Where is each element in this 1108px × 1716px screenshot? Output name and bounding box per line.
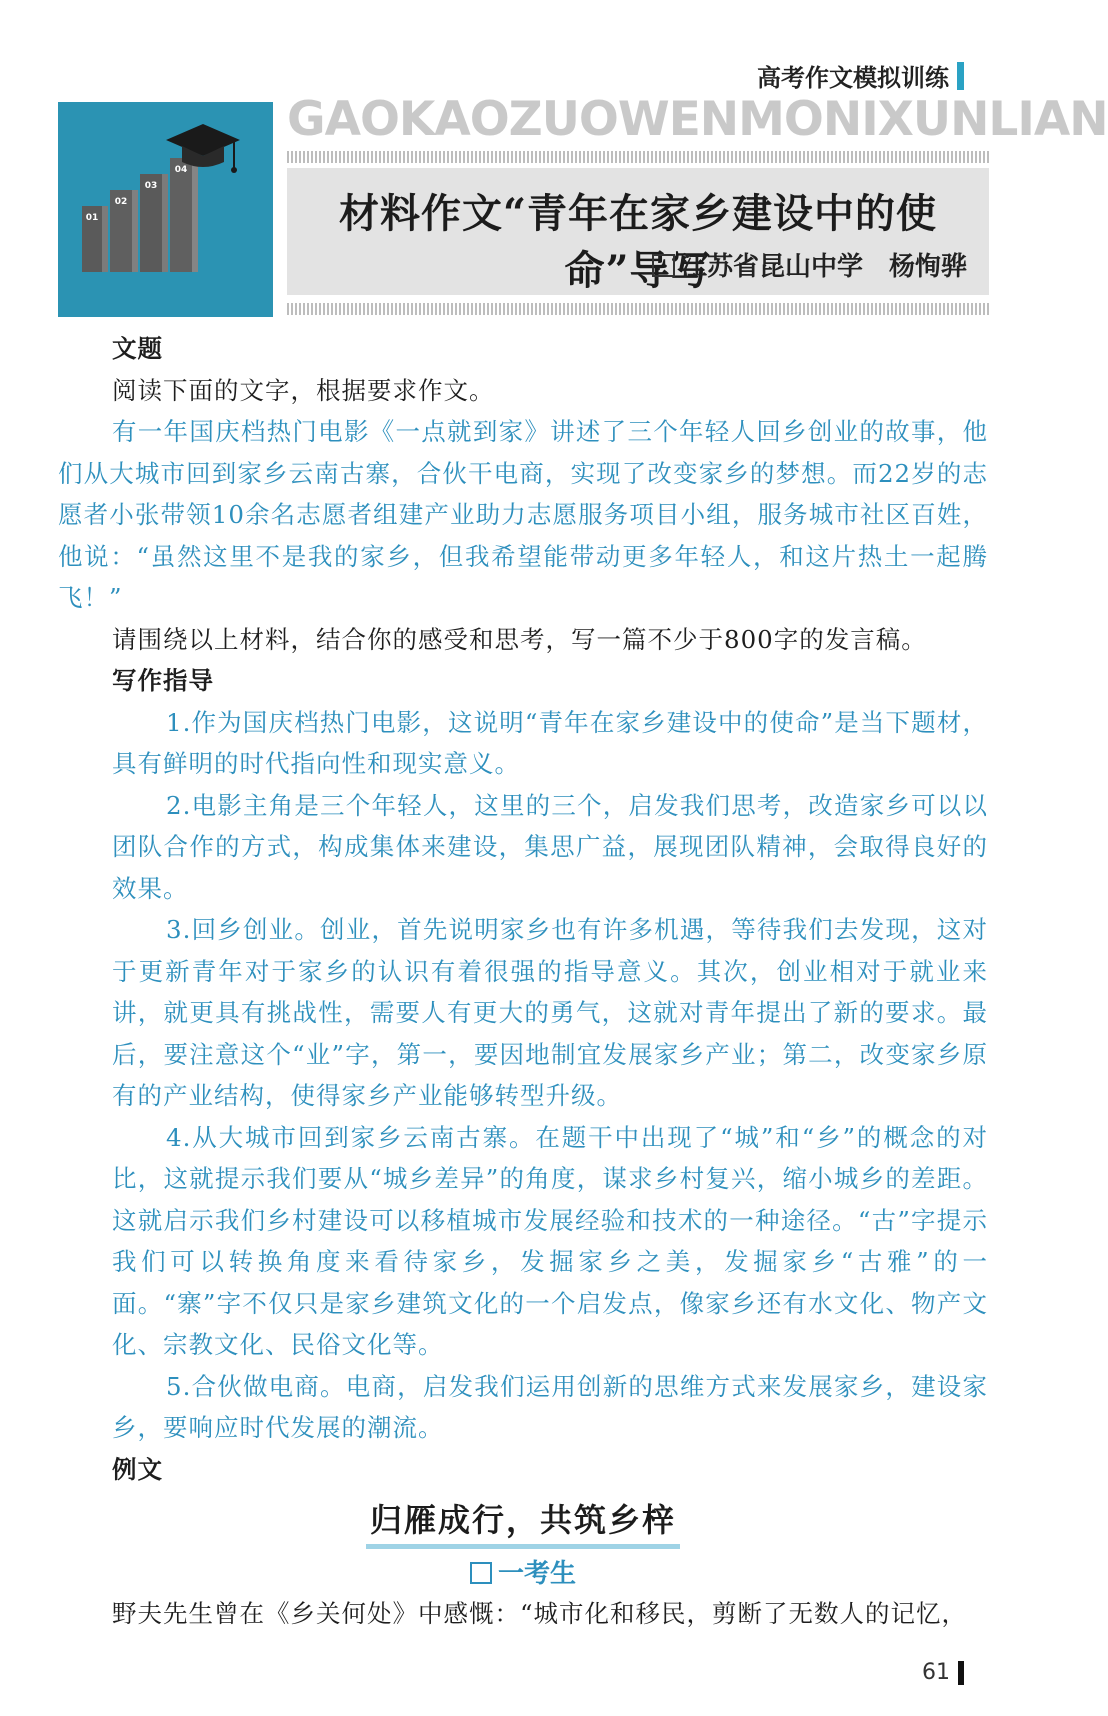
- example-heading: 例文: [112, 1454, 163, 1484]
- article-title: 材料作文“青年在家乡建设中的使命”导写: [338, 190, 937, 294]
- essay-author: [58, 1555, 988, 1593]
- wenti-material: 有一年国庆档热门电影《一点就到家》讲述了三个年轻人回乡创业的故事，他们从大城市回到家乡云南古寨，合伙干电商，实现了改变家乡的梦想。而22岁的志愿者小张带领10余名志愿者组建产业助力志愿服务项目小组，服务城市社区百姓，他说：“虽然这里不是我的家乡，但我希望能带动更多年轻人，和这片热土一起腾飞！”: [58, 417, 988, 612]
- essay-title: 归雁成行，共筑乡梓: [366, 1498, 680, 1549]
- guide-heading: 写作指导: [112, 666, 214, 695]
- book-label-2: 02: [114, 197, 128, 207]
- wenti-intro: 阅读下面的文字，根据要求作文。: [112, 375, 495, 405]
- section-tag-text: 高考作文模拟训练: [757, 64, 949, 92]
- essay-first-line: 野夫先生曾在《乡关何处》中感慨：“城市化和移民，剪断了无数人的记忆，: [112, 1599, 968, 1628]
- author-text: 江苏省昆山中学 杨恂骅: [680, 252, 967, 282]
- hatch-divider-top: [287, 151, 989, 163]
- guide-point-3: 3.回乡创业。创业，首先说明家乡也有许多机遇，等待我们去发现，这对于更新青年对于家乡的认识有着很强的指导意义。其次，创业相对于就业来讲，就更具有挑战性，需要人有更大的勇气，这就对青年提出了新的要求。最后，要注意这个“业”字，第一，要因地制宜发展家乡产业；第二，改变家乡原有的产业结构，使得家乡产业能够转型升级。: [112, 915, 988, 1110]
- guide-point-1: 1.作为国庆档热门电影，这说明“青年在家乡建设中的使命”是当下题材，具有鲜明的时代指向性和现实意义。: [112, 707, 988, 778]
- guide-point-4: 4.从大城市回到家乡云南古寨。在题干中出现了“城”和“乡”的概念的对比，这就提示我们要从“城乡差异”的角度，谋求乡村复兴，缩小城乡的差距。这就启示我们乡村建设可以移植城市发展经验和技术的一种途径。“古”字提示我们可以转换角度来看待家乡，发掘家乡之美，发掘家乡“古雅”的一面。“寨”字不仅只是家乡建筑文化的一个启发点，像家乡还有水文化、物产文化、宗教文化、民俗文化等。: [112, 1122, 988, 1359]
- section-tag: [757, 58, 964, 93]
- section-tag-bar: [957, 62, 964, 90]
- essay-title-wrap: [58, 1498, 988, 1549]
- essay-author-box-icon: [470, 1562, 492, 1584]
- page-number: [922, 1660, 964, 1685]
- page-number-text: 61: [922, 1660, 950, 1685]
- books-illustration: [58, 102, 273, 317]
- book-label-4: 04: [174, 165, 188, 175]
- pinyin-banner: GAOKAOZUOWENMONIXUNLIAN: [287, 92, 1108, 147]
- book-label-3: 03: [144, 181, 158, 191]
- essay-author-text: 一考生: [497, 1559, 576, 1589]
- wenti-requirement: 请围绕以上材料，结合你的感受和思考，写一篇不少于800字的发言稿。: [112, 624, 927, 654]
- guide-point-5: 5.合伙做电商。电商，启发我们运用创新的思维方式来发展家乡，建设家乡，要响应时代发展的潮流。: [112, 1371, 988, 1442]
- article-body: [58, 328, 988, 1635]
- article-author: [652, 246, 967, 283]
- graduation-books-icon: [58, 102, 273, 317]
- guide-point-2: 2.电影主角是三个年轻人，这里的三个，启发我们思考，改造家乡可以以团队合作的方式，构成集体来建设，集思广益，展现团队精神，会取得良好的效果。: [112, 790, 988, 903]
- author-box-icon: [652, 254, 675, 277]
- wenti-heading: 文题: [112, 334, 163, 363]
- hatch-divider-bottom: [287, 303, 989, 315]
- page-number-bar: [958, 1661, 964, 1685]
- book-label-1: 01: [85, 213, 99, 223]
- title-band: [287, 168, 989, 295]
